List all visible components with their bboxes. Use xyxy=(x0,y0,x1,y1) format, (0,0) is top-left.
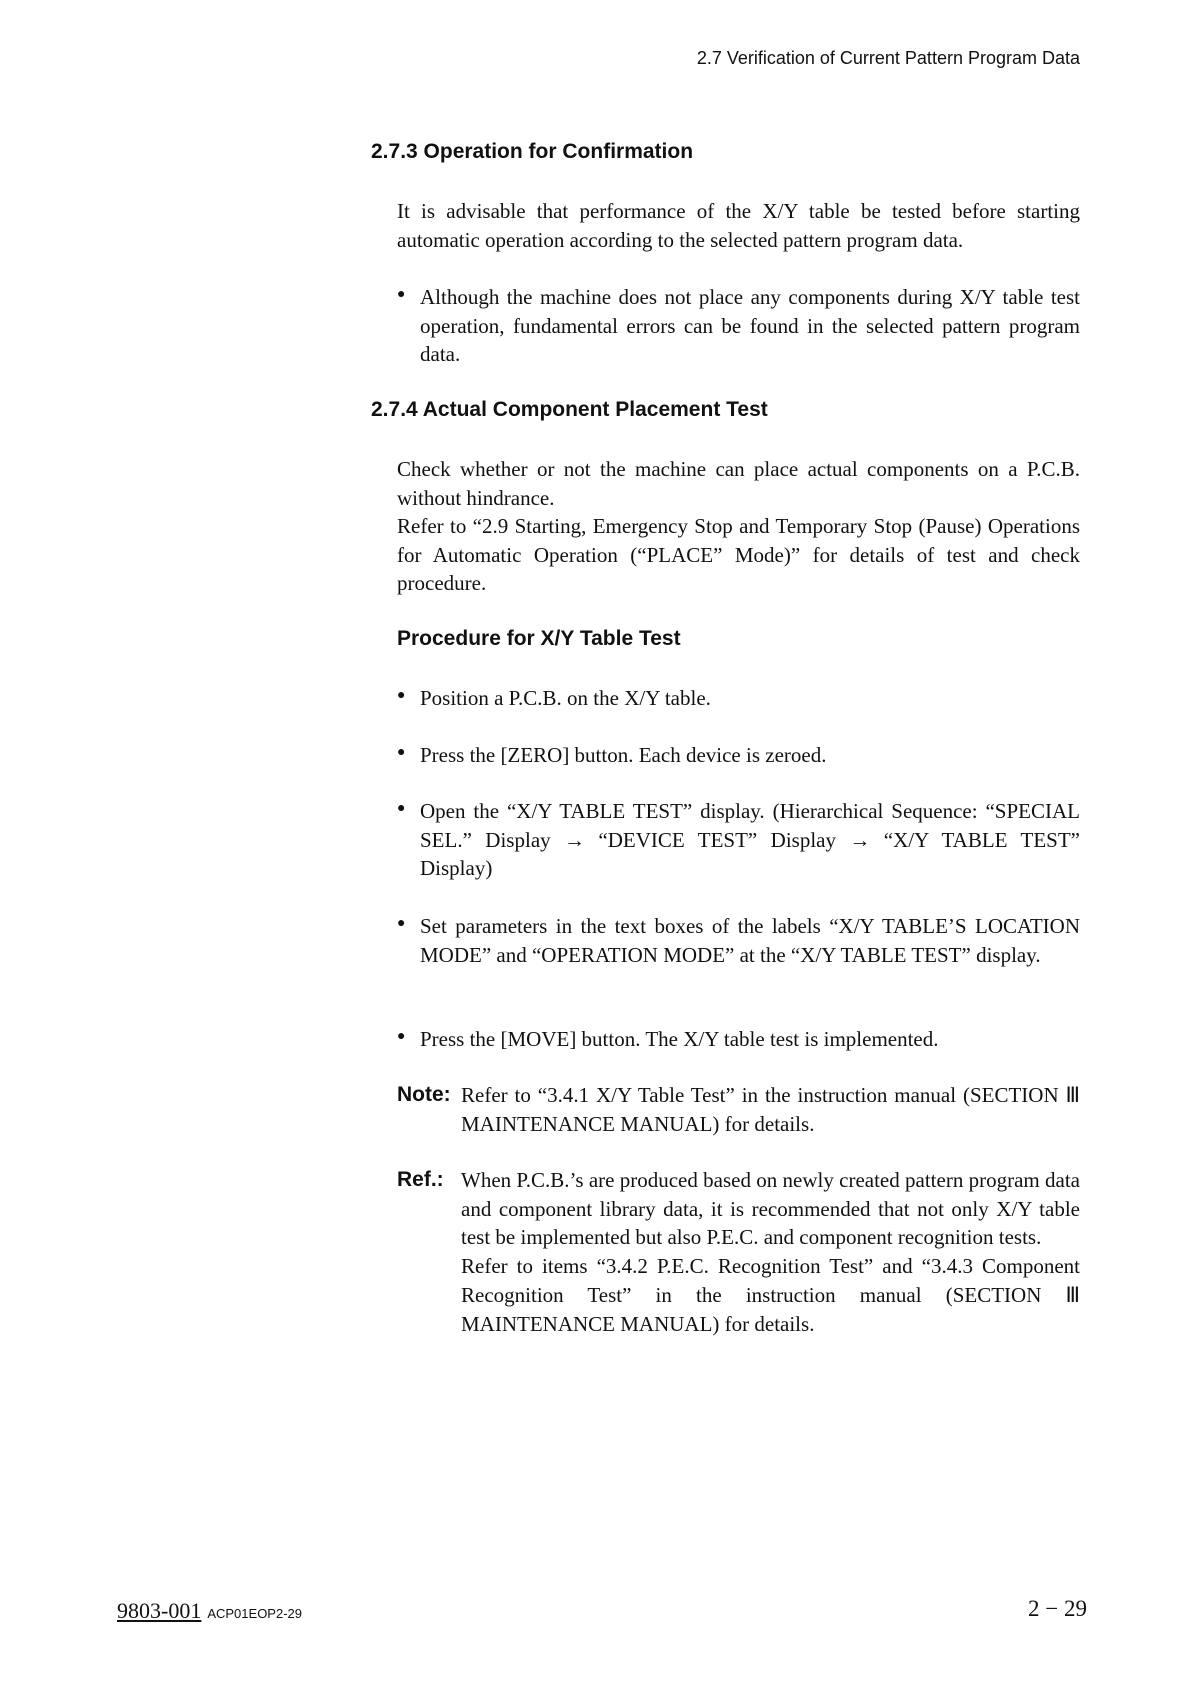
running-header: 2.7 Verification of Current Pattern Program Data xyxy=(696,48,1080,68)
document-number: 9803-001 xyxy=(117,1598,202,1623)
note-text: Refer to “3.4.1 X/Y Table Test” in the instruction manual (SECTION Ⅲ MAINTENANCE MANUAL) for details. xyxy=(461,1083,1080,1136)
section-heading-2-7-4: 2.7.4 Actual Component Placement Test xyxy=(371,398,768,421)
footer-code xyxy=(117,1598,302,1624)
ref-block xyxy=(397,1166,1080,1338)
page-number: 2 − 29 xyxy=(1028,1596,1087,1621)
ref-label: Ref.: xyxy=(397,1168,444,1191)
ref-text: Refer to items “3.4.2 P.E.C. Recognition Test” and “3.4.3 Component Recognition Test” in the instruction manual (SECTION Ⅲ MAINTENANCE MANUAL) for details. xyxy=(461,1254,1080,1336)
paragraph: It is advisable that performance of the X/Y table be tested before starting automatic operation according to the selected pattern program data. xyxy=(397,199,1080,252)
procedure-step: ● Position a P.C.B. on the X/Y table. xyxy=(397,684,1080,713)
ref-text: When P.C.B.’s are produced based on newly created pattern program data and component library data, it is recommended that not only X/Y table test be implemented but also P.E.C. and component recognition tests. xyxy=(461,1168,1080,1250)
section-heading-2-7-3: 2.7.3 Operation for Confirmation xyxy=(371,140,694,163)
paragraph: Check whether or not the machine can place actual components on a P.C.B. without hindrance. xyxy=(397,457,1080,510)
procedure-step: ● Press the [MOVE] button. The X/Y table test is implemented. xyxy=(397,1025,1080,1054)
bullet-item: ● Although the machine does not place any components during X/Y table test operation, fundamental errors can be found in the selected pattern program data. xyxy=(397,283,1080,369)
note-block xyxy=(397,1081,1080,1138)
note-label: Note: xyxy=(397,1083,451,1106)
procedure-step: ● Press the [ZERO] button. Each device is zeroed. xyxy=(397,741,1080,770)
paragraph: Refer to “2.9 Starting, Emergency Stop and Temporary Stop (Pause) Operations for Automatic Operation (“PLACE” Mode)” for details of test and check procedure. xyxy=(397,514,1080,596)
procedure-heading: Procedure for X/Y Table Test xyxy=(397,627,681,650)
procedure-step: ● Open the “X/Y TABLE TEST” display. (Hierarchical Sequence: “SPECIAL SEL.” Display → “DEVICE TEST” Display → “X/Y TABLE TEST” Display) xyxy=(397,797,1080,883)
document-subcode: ACP01EOP2-29 xyxy=(207,1606,302,1621)
procedure-step: ● Set parameters in the text boxes of the labels “X/Y TABLE’S LOCATION MODE” and “OPERATION MODE” at the “X/Y TABLE TEST” display. xyxy=(397,912,1080,969)
